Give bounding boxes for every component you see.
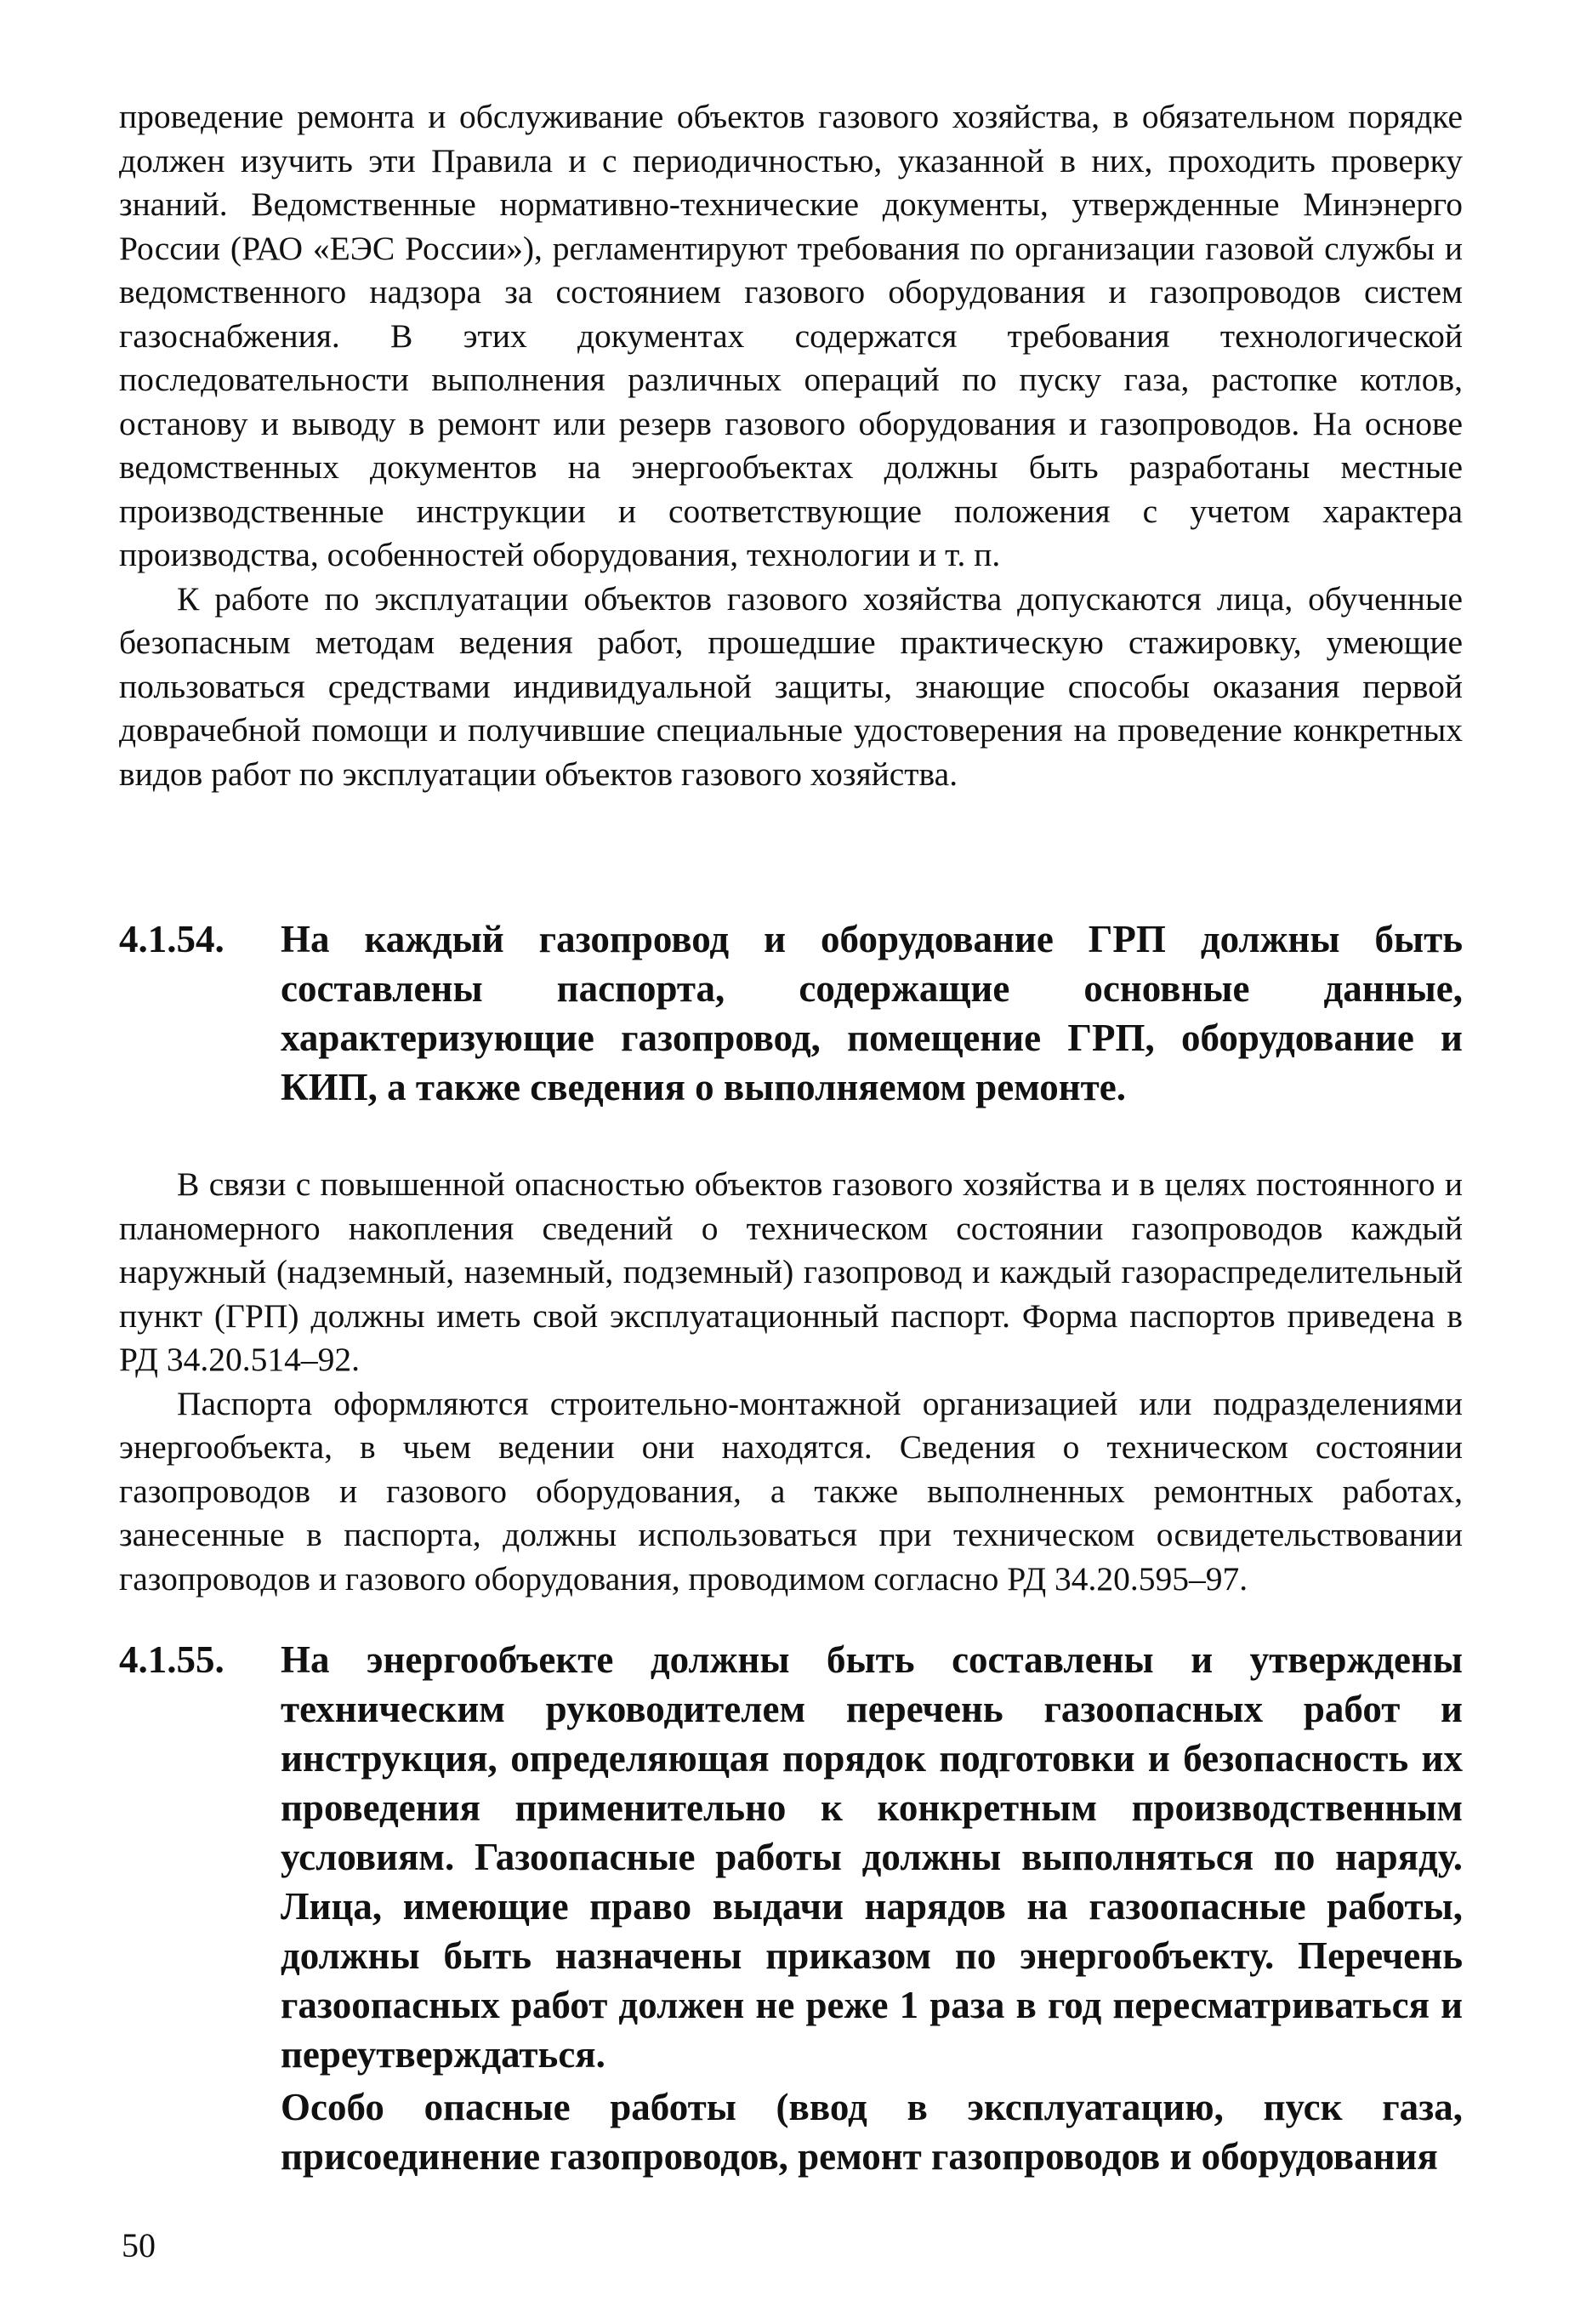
- section-continuation: Особо опасные работы (ввод в эксплуатацию, пуск газа, присоединение газопроводов, ремонт газопроводов и оборудования: [281, 2086, 1463, 2178]
- section-heading: На каждый газопровод и оборудование ГРП должны быть составлены паспорта, содержащие основные данные, характеризующие газопровод, помещение ГРП, оборудование и КИП, а также сведения о выполняемом ремонте.: [281, 918, 1463, 1108]
- section-number: 4.1.55.: [119, 1638, 225, 1681]
- section-paragraph-2: Паспорта оформляются строительно-монтажной организацией или подразделениями энергообъекта, в чьем ведении они находятся. Сведения о техническом состоянии газопроводов и газового оборудования, а также выполненных ремонтных работах, занесенные в паспорта, должны использоваться при техническом освидетельствовании газопроводов и газового оборудования, проводимом согласно РД 34.20.595–97.: [119, 1384, 1463, 1598]
- page-number: 50: [122, 2226, 156, 2264]
- intro-text: [119, 95, 1463, 796]
- intro-paragraph-1: проведение ремонта и обслуживание объектов газового хозяйства, в обязательном порядке должен изучить эти Правила и с периодичностью, указанной в них, проходить проверку знаний. Ведомственные нормативно-технические документы, утвержденные Минэнерго России (РАО «ЕЭС России»), регламентируют требования по организации газовой службы и ведомственного надзора за состоянием газового оборудования и газопроводов систем газоснабжения. В этих документах содержатся требования технологической последовательности выполнения различных операций по пуску газа, растопке котлов, останову и выводу в ремонт или резерв газового оборудования и газопроводов. На основе ведомственных документов на энергообъектах должны быть разработаны местные производственные инструкции и соответствующие положения с учетом характера производства, особенностей оборудования, технологии и т. п.: [119, 98, 1463, 573]
- section-paragraph-1: В связи с повышенной опасностью объектов газового хозяйства и в целях постоянного и планомерного накопления сведений о техническом состоянии газопроводов каждый наружный (надземный, наземный, подземный) газопровод и каждый газораспределительный пункт (ГРП) должны иметь свой эксплуатационный паспорт. Форма паспортов приведена в РД 34.20.514–92.: [119, 1165, 1463, 1378]
- section-number: 4.1.54.: [119, 918, 225, 960]
- section-4-1-55: [119, 1635, 1463, 2181]
- intro-paragraph-2: К работе по эксплуатации объектов газового хозяйства допускаются лица, обученные безопасным методам ведения работ, прошедшие практическую стажировку, умеющие пользоваться средствами индивидуальной защиты, знающие способы оказания первой доврачебной помощи и получившие специальные удостоверения на проведение конкретных видов работ по эксплуатации объектов газового хозяйства.: [119, 579, 1463, 793]
- section-heading: На энергообъекте должны быть составлены и утверждены техническим руководителем перечень газоопасных работ и инструкция, определяющая порядок подготовки и безопасность их проведения применительно к конкретным производственным условиям. Газоопасные работы должны выполняться по наряду. Лица, имеющие право выдачи нарядов на газоопасные работы, должны быть назначены приказом по энергообъекту. Перечень газоопасных работ должен не реже 1 раза в год пересматриваться и переутверждаться.: [281, 1638, 1463, 2076]
- section-4-1-54: [119, 914, 1463, 1601]
